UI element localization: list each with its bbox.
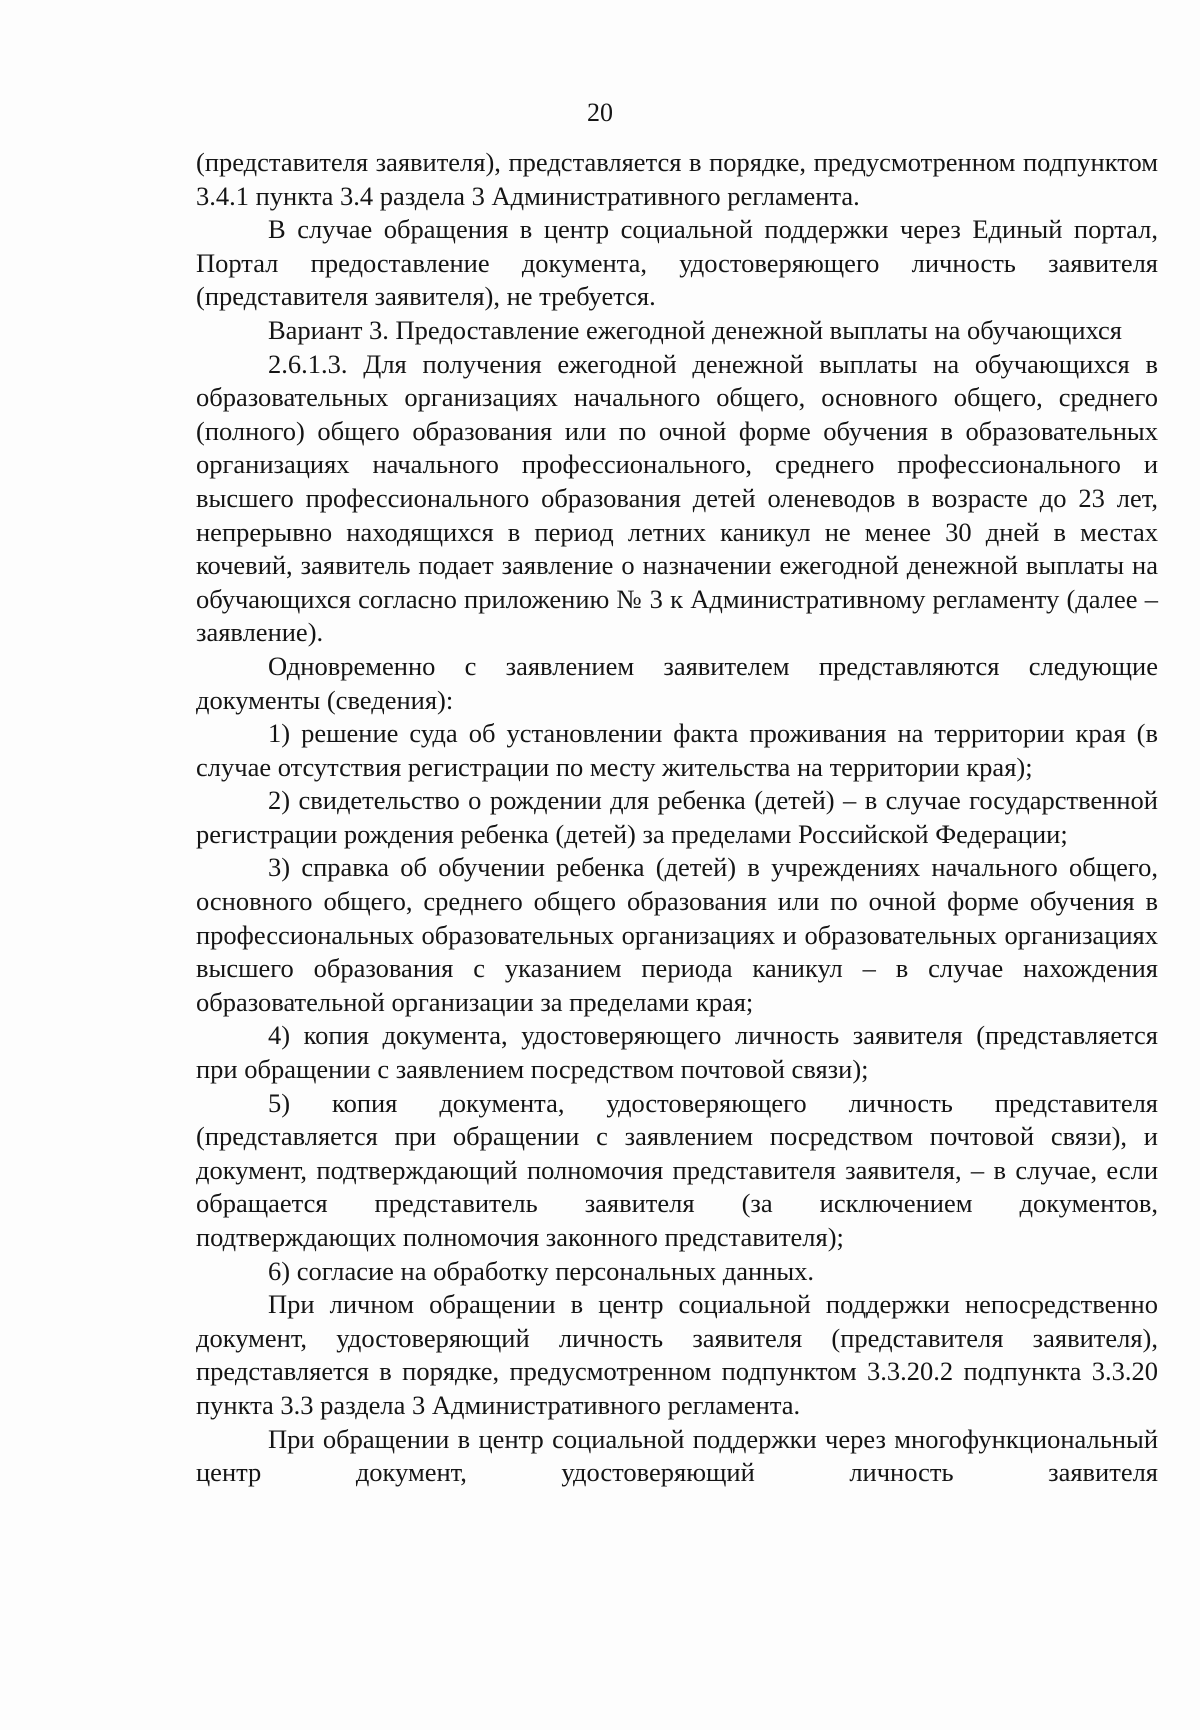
list-item: 3) справка об обучении ребенка (детей) в учреждениях начального общего, основного общего, среднего общего образования или по очной форме обучения в профессиональных образовательных организациях и образовательных организациях высшего образования с указанием периода каникул – в случае нахождения образовательной организации за пределами края; (196, 852, 1158, 1017)
list-item: 1) решение суда об установлении факта проживания на территории края (в случае отсутствия регистрации по месту жительства на территории края); (196, 718, 1158, 782)
page-number: 20 (587, 98, 613, 127)
paragraph: При обращении в центр социальной поддержки через многофункциональный центр документ, удостоверяющий личность заявителя (196, 1423, 1158, 1488)
document-body (196, 146, 1158, 1490)
paragraph: (представителя заявителя), представляется в порядке, предусмотренном подпунктом 3.4.1 пункта 3.4 раздела 3 Административного регламента. (196, 147, 1158, 211)
section-heading: Вариант 3. Предоставление ежегодной денежной выплаты на обучающихся (268, 314, 1122, 345)
list-item: 6) согласие на обработку персональных данных. (268, 1255, 815, 1286)
paragraph: В случае обращения в центр социальной поддержки через Единый портал, Портал предоставление документа, удостоверяющего личность заявителя (представителя заявителя), не требуется. (196, 214, 1158, 312)
paragraph: Одновременно с заявлением заявителем представляются следующие документы (сведения): (196, 650, 1158, 715)
list-item: 5) копия документа, удостоверяющего личность представителя (представляется при обращении с заявлением посредством почтовой связи), и документ, подтверждающий полномочия представителя заявителя, – в случае, если обращается представитель заявителя (за исключением документов, подтверждающих полномочия законного представителя); (196, 1087, 1158, 1252)
list-item: 4) копия документа, удостоверяющего личность заявителя (представляется при обращении с заявлением посредством почтовой связи); (196, 1020, 1158, 1085)
list-item: 2) свидетельство о рождении для ребенка (детей) – в случае государственной регистрации рождения ребенка (детей) за пределами Российской Федерации; (196, 785, 1158, 849)
paragraph: При личном обращении в центр социальной поддержки непосредственно документ, удостоверяющий личность заявителя (представителя заявителя), представляется в порядке, предусмотренном подпунктом 3.3.20.2 подпункта 3.3.20 пункта 3.3 раздела 3 Административного регламента. (196, 1289, 1158, 1420)
paragraph: 2.6.1.3. Для получения ежегодной денежной выплаты на обучающихся в образовательных организациях начального общего, основного общего, среднего (полного) общего образования или по очной форме обучения в образовательных организациях начального профессионального, среднего профессионального и высшего профессионального образования детей оленеводов в возрасте до 23 лет, непрерывно находящихся в период летних каникул не менее 30 дней в местах кочевий, заявитель подает заявление о назначении ежегодной денежной выплаты на обучающихся согласно приложению № 3 к Административному регламенту (далее – заявление). (196, 348, 1158, 648)
